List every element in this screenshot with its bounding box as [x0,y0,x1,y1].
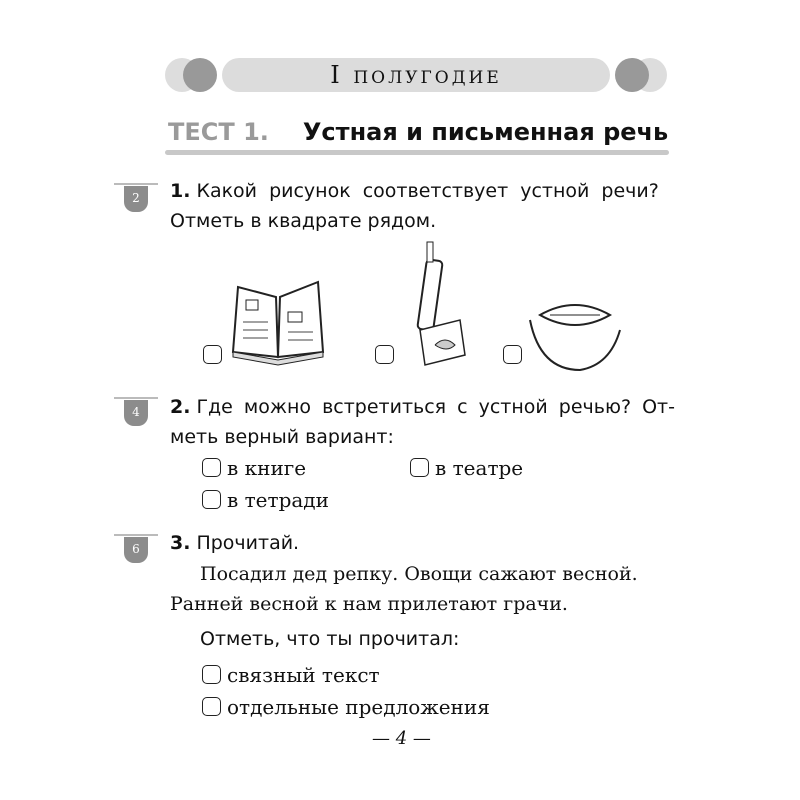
test-name: Устная и письменная речь [302,118,669,146]
question-1-line2: Отметь в квадрате рядом. [170,210,437,232]
checkbox-mouth[interactable] [503,345,522,364]
question-2-line2: меть верный вариант: [170,426,394,448]
question-3-prompt: Отметь, что ты прочитал: [200,628,460,650]
pen-image [400,240,470,370]
checkbox-book[interactable] [203,345,222,364]
points-badge: 4 [124,400,148,426]
checkbox-pen[interactable] [375,345,394,364]
decor-circle [615,58,649,92]
checkbox[interactable] [410,458,429,477]
option-in-notebook[interactable]: в тетради [202,488,329,512]
mouth-image [525,290,625,375]
reading-text-line2: Ранней весной к нам прилетают грачи. [170,593,568,615]
reading-text-line1: Посадил дед репку. Овощи сажают весной. [200,563,638,585]
checkbox[interactable] [202,458,221,477]
test-title [168,118,668,146]
option-in-theatre[interactable]: в театре [410,456,523,480]
book-image [228,272,328,367]
option-in-book[interactable]: в книге [202,456,306,480]
page-number: — 4 — [372,728,431,749]
points-badge: 2 [124,186,148,212]
points-badge: 6 [124,537,148,563]
question-1: 1. Какой рисунок соответствует устной речи? [170,180,659,202]
question-3: 3. Прочитай. [170,532,300,554]
test-number: ТЕСТ 1. [168,118,269,146]
checkbox[interactable] [202,490,221,509]
checkbox[interactable] [202,697,221,716]
checkbox[interactable] [202,665,221,684]
title-underline [165,150,669,155]
question-2: 2. Где можно встретиться с устной речью? От- [170,396,675,418]
section-header: I полугодие [222,58,610,92]
option-separate-sentences[interactable]: отдельные предложения [202,695,490,719]
option-connected-text[interactable]: связный текст [202,663,380,687]
decor-circle [183,58,217,92]
